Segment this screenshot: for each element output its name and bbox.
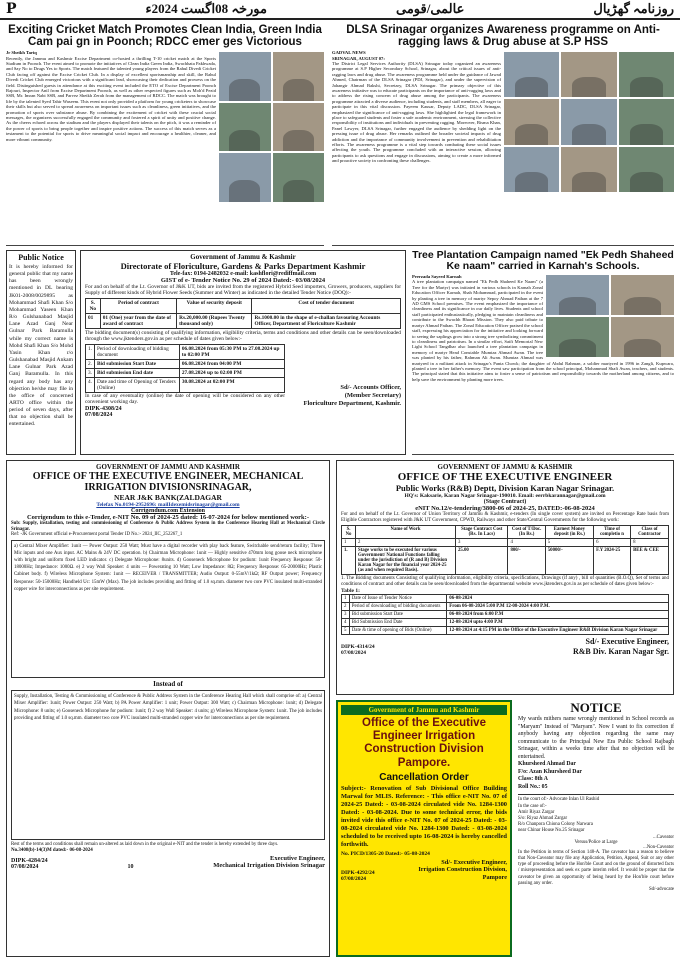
public-notice-title: Public Notice bbox=[18, 253, 64, 262]
flori-contract-table bbox=[85, 298, 401, 329]
pampore-signature: Sd/- Executive Engineer, Irrigation Construction Division, Pampore bbox=[418, 858, 507, 881]
notice-column bbox=[518, 700, 674, 957]
pwd-nit: eNIT No.12/e-tendering/3800-06 of 2024-25, DATED:-06-08-2024 bbox=[415, 505, 595, 512]
cricket-photo bbox=[219, 52, 271, 101]
floriculture-tender bbox=[80, 250, 406, 455]
pampore-no: No. PICD/1305-20 Dated:- 05-08-2024 bbox=[341, 850, 430, 857]
pwd-td: Date of Issue of Tender Notice bbox=[349, 595, 447, 603]
pwd-td: 3 bbox=[456, 539, 508, 547]
pampore-cancellation bbox=[336, 700, 512, 957]
flori-middle: The bidding document(s) consisting of qualifying information, eligibility criteria, terms and conditions and other details can be seen/downloaded through the www.jktenders.gov.in as per schedule of dates given below:- bbox=[85, 329, 401, 343]
pwd-middle: 1. The Bidding documents Consisting of qualifying information, eligibility criteria, specifications, Drawings (if any) , bill of quantities (B.O.Q), Set of terms and conditions of contract and other details can be seen/downloaded from the departmental website www.jktenders.gov.in as per schedule of dates given below:- bbox=[341, 576, 669, 587]
flori-dipk: DIPK-4308/24 07/08/2024 bbox=[85, 405, 122, 418]
flori-closing: In case of any eventuality (online) the date of opening will be considered on any other convenient working day. bbox=[85, 392, 285, 406]
mech-ref: Ref: -JK Government official e-Procurement portal Tender ID No.:- 2024_IIC_252267_1 bbox=[11, 532, 183, 538]
tree-photo bbox=[546, 275, 609, 315]
pwd-th: Name of Work bbox=[356, 526, 456, 539]
table-row bbox=[342, 595, 669, 603]
pwd-td: 06-08-2024 from 6:00 P.M bbox=[447, 611, 669, 619]
dlsa-photo bbox=[561, 99, 616, 144]
flori-contact: Tele-fax: 0194-2482032 e-mail: kashflori@rediffmail.com bbox=[169, 271, 317, 277]
caveat-heading: In the court of:- Advocate Inlan Ul Rashid In the case of:- Amir Riyaz Zargar S/o: Riyaz Ahmad Zargar R/o Chanpora Chiona Colony Narwara near Chinar House No.25 Srinagar bbox=[518, 797, 600, 834]
pwd-td: 2 bbox=[342, 603, 350, 611]
tree-photo bbox=[546, 317, 609, 357]
pwd-contact: HQ's: Kaksarie, Karan Nagar Srinagar-190010. Email: eerrbkarannagar@gmail.com bbox=[404, 493, 606, 499]
cricket-photo bbox=[273, 153, 325, 202]
pwd-td: 2 bbox=[356, 539, 456, 547]
pwd-td: Stage works to be executed for various Government/ National Functions falling under the jurisdiction of (R and B) Division Karan Nagar for the financial year 2024-25 (as and when required Basis). bbox=[356, 547, 456, 575]
pwd-office-heading: OFFICE OF THE EXECUTIVE ENGINEER bbox=[397, 471, 613, 483]
notice-signatory: Khursheed Ahmad Dar F/o: Azan Khursheed Dar Class: 8th A Roll No.: 05 bbox=[518, 761, 582, 790]
tree-photo bbox=[611, 275, 674, 315]
table-row bbox=[342, 627, 669, 635]
flori-td: 4. bbox=[86, 377, 95, 392]
pwd-td: 5 bbox=[342, 627, 350, 635]
pwd-td: 5 bbox=[545, 539, 593, 547]
paper-name-urdu: روزنامہ گھڑیال bbox=[593, 1, 674, 16]
notice-title: NOTICE bbox=[570, 700, 622, 715]
cricket-photo bbox=[219, 103, 271, 152]
pwd-th: Stage Contract Cost (Rs. In Lacs) bbox=[456, 526, 508, 539]
mech-gov-heading: GOVERNMENT OF JAMMU AND KASHMIR bbox=[96, 463, 240, 471]
table-row bbox=[86, 368, 285, 377]
page-number: 10 bbox=[127, 864, 134, 871]
flori-td: Bid submission Start Date bbox=[94, 359, 179, 368]
pwd-td: F.Y 2024-25 bbox=[594, 547, 631, 575]
flori-intro: For and on behalf of the Lt. Governor of J&K UT, bids are invited from the registered Hybrid Seed importers, Growers, producers, suppliers for Supply of different kinds of Hybrid Flower Seeds (Summer and Winter) as indicated in the detailed Tender Notice (DOQ):- bbox=[85, 284, 401, 297]
pwd-td: 4 bbox=[508, 539, 545, 547]
tree-photos bbox=[546, 275, 674, 357]
table-row bbox=[342, 611, 669, 619]
dlsa-photo bbox=[619, 52, 674, 97]
table-row bbox=[86, 344, 285, 359]
pwd-stage: (Stage Contract) bbox=[483, 499, 527, 505]
flori-td: Rs.20,000.00 (Rupees Twenty thousand only) bbox=[177, 313, 252, 328]
table-row bbox=[342, 619, 669, 627]
pwd-gov-heading: GOVERNMENT OF JAMMU & KASHMIR bbox=[437, 463, 573, 471]
cricket-byline: Jr Sheikh Tariq bbox=[6, 50, 37, 56]
pwd-td: 3 bbox=[342, 611, 350, 619]
mech-foot: Rest of the terms and conditions shall remain un-altered as laid down in the original e-NIT and the tender is hereby extended by three days. bbox=[11, 841, 279, 847]
flori-td: 27.08.2024 up to 02:00 PM bbox=[179, 368, 284, 377]
pampore-gov-heading: Government of Jammu and Kashmir bbox=[341, 705, 507, 715]
pwd-td: Bid Submission End Date bbox=[349, 619, 447, 627]
flori-th-security: Value of security deposit bbox=[177, 298, 252, 313]
pwd-dept-heading: Public Works (R&B) Deptt, Division Karan Nagar Srinagar. bbox=[395, 483, 615, 493]
tree-headline: Tree Plantation Campaign named "Ek Pedh Shaheed Ke naam" carried in Karnah's Schools. bbox=[412, 249, 674, 273]
flori-nit: GIST of e- Tender Notice No. 29 of 2024 Dated:- 03/08/2024 bbox=[160, 277, 326, 284]
flori-th-period: Period of contract bbox=[100, 298, 176, 313]
pwd-th: Cost of T/Doc. (In Rs.) bbox=[508, 526, 545, 539]
dlsa-photo bbox=[504, 52, 559, 97]
mech-signature: Executive Engineer, Mechanical Irrigation Division Srinagar bbox=[213, 854, 325, 870]
table-row bbox=[342, 603, 669, 611]
pwd-td: 800/- bbox=[508, 547, 545, 575]
mech-items-2: Supply, Installation, Testing & Commissioning of Conference & Public Address System in the Conference Hearing Hall which shall comprise of: a) Central Mixer Amplifier: 1unit; Power Output: 250 Watt; b) PA Power Amplifier: 1 unit; Power Output: 300 Watt; c) Chairman Microphone: 1unit; d) Delegate Microphone: 8 units; e) Gooseneck Microphone for podium: 1unit; f) 2 way Wall Speaker: 4 units; g) Wireless Microphone System: 1unit. The job includes providing and fitting of 1.0 sq.mm. diameter two core PVC insulated multi-stranded copper wire for interconnections as per site requirement. bbox=[14, 693, 322, 722]
pwd-td: 6 bbox=[594, 539, 631, 547]
pwd-td: 1. bbox=[342, 547, 356, 575]
cricket-headline: Exciting Cricket Match Promotes Clean India, Green India Cam pai gn in Poonch; RDCC emer ges Victorious bbox=[8, 24, 322, 49]
pwd-td: Date & time of opening of Bids (Online) bbox=[349, 627, 447, 635]
table-row bbox=[86, 359, 285, 368]
pwd-work-table bbox=[341, 525, 669, 575]
caveat-caveator: ...Caveator bbox=[653, 834, 674, 840]
pwd-td: From 06-08-2024 5:00 P.M 12-08-2024 4:00 P.M. bbox=[447, 603, 669, 611]
flori-td: 30.08.2024 at 02:00 PM bbox=[179, 377, 284, 392]
flori-dept-heading: Directorate of Floriculture, Gardens & Parks Department Kashmir bbox=[120, 261, 366, 271]
dlsa-photo bbox=[504, 99, 559, 144]
flori-th-sno: S. No bbox=[86, 298, 101, 313]
pwd-td: 1 bbox=[342, 539, 356, 547]
caveat-versus: Versus/Police at Large bbox=[574, 839, 618, 845]
dlsa-photo bbox=[561, 147, 616, 192]
flori-td: 01 (One) year from the date of award of contract bbox=[100, 313, 176, 328]
tree-byline: Peerzada Sayeed Karnah bbox=[412, 274, 462, 280]
mech-spec-box bbox=[11, 540, 325, 678]
dlsa-photo bbox=[561, 52, 616, 97]
mech-dipk: DIPK-4284/24 07/08/2024 bbox=[11, 858, 48, 871]
pwd-td: BEE & CEE bbox=[631, 547, 669, 575]
dlsa-body: The District Legal Services Authority (DLSA) Srinagar today organized an awareness programme at S.P Higher Secondary School, Srinagar, about the critical issues of anti-ragging laws and drug abuse. The awareness programme held under the guidance of Jawad Ahmed, Chairman of the DLSA Srinagar (PDJ, Srinagar), and under the supervision of Jahangir Ahmad Bakshi, Secretary, DLSA Srinagar. The primary objective of this awareness initiative was to educate participants on the importance of anti-ragging laws and to address the rising concern of drug abuse among the participants. The awareness programme attracted a diverse audience, including students, and staff members, all eager to participate in this vital discussion. Fayeem Kausar, Deputy LADC, DLSA Srinagar, emphasized the significance of anti-ragging laws. She highlighted the legal framework in place to safeguard students and foster a safe academic environment, stressing the collective responsibility of institutions and individuals in preventing ragging. Moreover, Bisma Khan, Panel Lawyer, DLSA Srinagar, further engaged the audience by shedding light on the pressing issue of drug abuse. Her remarks outlined the broader societal impacts of drug addiction and the importance of community involvement in prevention and rehabilitation efforts. The awareness programme is a vital step towards combating these social issues affecting the youth. The programme concluded with an interactive session, allowing participants to ask questions and engage in discussions, aiming to create a more informed and proactive society in confronting these challenges. bbox=[332, 60, 501, 164]
mech-no: No.3408(b)-14(3)M dated:- 06-08-2024 bbox=[11, 847, 93, 853]
flori-td: 2. bbox=[86, 359, 95, 368]
notice-body: My wards mithers name wrongly mentioned in School records as "Maryam" Instead of "Maryam". Now I want to fix correction if anybody having any objection regarding the same may communicate to the Principal New Era Public School Rajbagh Srinagar, within a weeks time after that no objection will be entertained. bbox=[518, 716, 674, 760]
caveat-signature: Sd/-advocate bbox=[648, 887, 674, 893]
cricket-photo bbox=[273, 103, 325, 152]
mech-instead: Instead of bbox=[153, 679, 183, 688]
pwd-th: Earnest Money deposit (in Rs.) bbox=[545, 526, 593, 539]
dlsa-headline: DLSA Srinagar organizes Awareness programme on Anti-ragging laws & Drug abuse at S.P HSS bbox=[346, 24, 660, 49]
flori-td: 06.08.2024 from 05:30 PM to 27.08.2024 up to 02:00 PM bbox=[179, 344, 284, 359]
pampore-body: Subject:- Renovation of Sub Divisional Office Building Marwal for MLIS. Reference: - This office e-NIT No. 07 of 2024-25 Dated: - 03-08-2024 circulated vide No. 1284-1300 Dated: - 03-08-2024. Due to some technical error, the bids invited vide this office e-NIT No. 07 of 2024-25 Dated: - 03-08-2024 circulated vide No. 1284-1300 Dated: - 03-08-2024 scheduled to be received upto 16-08-2024 is hereby cancelled forthwith. bbox=[341, 784, 507, 848]
pwd-td: 4 bbox=[342, 619, 350, 627]
cricket-photo bbox=[219, 153, 271, 202]
pwd-td: 12-08-2024 at 4:15 PM in the Office of the Executive Engineer R&B Division Karan Nagar Srinagar bbox=[447, 627, 669, 635]
table-row bbox=[86, 377, 285, 392]
masthead bbox=[0, 0, 680, 20]
table-row bbox=[342, 539, 669, 547]
flori-gov-heading: Government of Jammu & Kashmir bbox=[190, 253, 296, 261]
table-row bbox=[342, 547, 669, 575]
flori-th-cost: Cost of tender document bbox=[252, 298, 401, 313]
dlsa-photos bbox=[504, 52, 674, 192]
tree-photo bbox=[611, 317, 674, 357]
mech-items: a) Central Mixer Amplifier: 1unit — Power Output: 250 Watt; Must have a digital recorder with play back feature, Switchable send/return facility; Three Mic inputs and one Aux input. AC Mains & 24V DC operation. b) Chairman Microphone: 1unit — Highly sensitive 470mm long goose neck microphone with bright and uniform fixed LED indicator. c) Delegate Microphone: 8units. d) Gooseneck Microphone for podium: 1unit Frequency Response: 50-18000Hz; Impedance: 1000Ω. e) 2 way Wall Speaker: 4 units — Powerating 10 Watt; Low Impedance: 8Ω; Frequency Response: 65-20000Hz; Plastic Cabinet body. f) Wireless Microphone System: 1unit — RECEIVER / TRANSMITTER; Audio Output: 0-55mV/1kΩ; RF Output power; Frequency Response: 50-15000Hz; Handheld Uc: 15mW (Max). The job includes providing and fitting of 1.0 sq.mm. diameter two core PVC insulated multi-stranded copper wire for interconnections as per site requirement. bbox=[14, 543, 322, 592]
tree-article bbox=[412, 250, 674, 455]
pwd-th: Class of Contractor bbox=[631, 526, 669, 539]
tree-body: A tree plantation campaign named "Ek Pedh Shaheed Ke Naam" (a Tree for the Martyr) was initiated in various schools in Karnah Zonal Education Officer Karnah, Shah Mohammad, participated in the event by planting a tree in memory of martyr Sepoy Ahmad Pathan at the 7 AD GMS School premises. The event emphasized the importance of cleanliness and its significance in our daily lives. Students and school staff participated enthusiastically, pledging to maintain cleanliness and contribute to the Swachh Bharat Mission. They also paid tribute to martyr Ahmad Pathan. The Zonal Education Officer praised the school staff, expressing his appreciation for the initiative and looking forward to seeing the saplings grow into a strong tree symbolizing commitment to cleanliness and patriotism. In a similar effort, Saifi Memorial New Light School Tangdhar also launched a tree plantation campaign in memory of martyr Head Constable Mumtaz Ahmad Awan. The tree was planted by his father, Rahman Ali Awan. Mumtaz Ahmad was martyred in a militant attack in Srinagar's Panta Chowk; the daughter of Abdul Rahman, a soldier martyred in 1996 in Zangli, Kupwara, planted a tree in her father's memory. The event saw participation from the school principal, Mohammad Shafi Awan, teachers, and students. The principal stated that this initiative aims to foster a sense of patriotism and responsibility towards the motherland among citizens, and to help save the environment by planting more trees. bbox=[412, 279, 674, 382]
pwd-dates-table bbox=[341, 594, 669, 635]
pwd-td: Period of downloading of bidding documents bbox=[349, 603, 447, 611]
mech-corr-line: Corrigendum to this e-Tender, e-NIT No. 09 of 2024-25 dated: 16-07-2024 for below mentioned work:- bbox=[26, 514, 309, 521]
public-notice-body: It is hereby informed for general public that my name has been wrongly mentioned in DL bearing JK01-2008/0029895 as Mohammad Shafi Khan S/o Mohammad Yaseen Khan R/o Gulshanabad Masjid Lane Azad Ganj Near Gulnar Park Baramulla while my correct name is Mohd Shafi Khan S/o Mohd Yasin Khan r/o Gulshanabad Masjid Ankam Lane Gulnar Park Azad Ganj Baramulla. In this regard any body has any objection he/she may file in the office of concerned ARTO office within the period of seven days, after that no objection shall be entertained. bbox=[9, 264, 73, 428]
mech-spec-box-2 bbox=[11, 690, 325, 840]
mech-contact: Telefax No.0194-2952696: mailIdexemidsrinagar@gmail.com bbox=[96, 502, 240, 508]
dlsa-photo bbox=[619, 147, 674, 192]
pwd-td: 12-08-2024 upto 4:00 P.M bbox=[447, 619, 669, 627]
public-notice bbox=[6, 250, 76, 455]
mech-web: Corrigendum.com Extension bbox=[131, 508, 205, 514]
pwd-dipk: DIPK-4314/24 07/08/2024 bbox=[341, 644, 375, 657]
caveat-body: In the Petition in terms of Section 148-A. The caveator has a reason to believe that Non-Caveator may file any Application, Petition, Appeal, Suit or any other type of proceeding before the Hon'ble Court and on the ground of distorted facts / misrepresentation and seek ex parte interim relief. It would be proper that the caveator be given an opportunity of being heard by the Hon'ble court before passing any order. bbox=[518, 849, 674, 886]
table-row bbox=[86, 313, 401, 328]
pwd-th: S. No bbox=[342, 526, 356, 539]
pwd-tender bbox=[336, 460, 674, 695]
cricket-article bbox=[6, 24, 324, 246]
dlsa-article bbox=[332, 24, 674, 246]
mech-office-heading: OFFICE OF THE EXECUTIVE ENGINEER, MECHANICAL IRRIGATION DIVISIONSRINAGAR, bbox=[32, 471, 304, 493]
pwd-td: 8 bbox=[631, 539, 669, 547]
pwd-td: 50000/- bbox=[545, 547, 593, 575]
flori-td: 06.08.2024 from 04:00 PM bbox=[179, 359, 284, 368]
flori-td: Date and time of Opening of Tenders (Online) bbox=[94, 377, 179, 392]
flori-td: 01 bbox=[86, 313, 101, 328]
caveat-non-caveator: ...Non-Caveator bbox=[643, 844, 674, 850]
flori-signature: Sd/- Accounts Officer, (Member Secretary) Floriculture Department, Kashmir. bbox=[303, 383, 401, 407]
flori-dates-table bbox=[85, 344, 285, 393]
flori-td: Bid submission End date bbox=[94, 368, 179, 377]
pwd-th: Time of completio n bbox=[594, 526, 631, 539]
newspaper-logo: P bbox=[6, 1, 17, 17]
pwd-td: Bid submission Start Date bbox=[349, 611, 447, 619]
cricket-photos bbox=[219, 52, 324, 202]
cricket-photo bbox=[273, 52, 325, 101]
pwd-signature: Sd/- Executive Engineer, R&B Div. Karan Nagar Sgr. bbox=[572, 637, 669, 656]
dlsa-dateline: GADVAL NEWS SRINAGAR, AUGUST 07: bbox=[332, 50, 385, 61]
pampore-order-title: Cancellation Order bbox=[379, 771, 469, 783]
section-urdu: عالمی/قومی bbox=[395, 1, 465, 16]
mech-address: NEAR J&K BANK(ZALDAGAR bbox=[114, 493, 222, 502]
date-urdu: مورخہ 08اگست 2024ء bbox=[145, 1, 267, 16]
dlsa-photo bbox=[619, 99, 674, 144]
pwd-td: 1 bbox=[342, 595, 350, 603]
flori-td: 3. bbox=[86, 368, 95, 377]
mech-corrigendum bbox=[6, 460, 330, 957]
mech-subject: Sub: Supply, installation, testing and commissioning of Conference & Public Address System in the Conference Hearing Hall at Mechanical Circle Srinagar. bbox=[11, 521, 325, 532]
cricket-body: Recently, the Jammu and Kashmir Excise Department co-hosted a thrilling T-10 cricket match at the Sports Stadium in Poonch. The event aimed to promote the initiatives of Clean India Green India, Swachhata Pakhwada, and Say No to Drugs Yes to Sports. The match featured the talented young players from the Rahul Divedi Cricket Club facing off against the Excise Cricket Club. In a display of excellent sportsmanship and skill, the Rahul Divedi Cricket Club emerged victorious with a significant lead, showcasing their dedication and prowess on the field. Distinguished guests in attendance at this exciting event included the ETO of Excise Department Poonch Rajouri, Inspector Anil from Excise Department Poonch, as well as other respected figures such as Moh'd Pezid SSB, Mr. Imran Nabi SSB, and Parvez Sheikh Zerah from the management of RDCC. The match was brought to life by the talented Syed Tahir Waseem. This event not only provided a platform for young cricketers to showcase their skills but also served to spread awareness on important issues such as cleanliness, green initiatives, and the promotion of sports over substance abuse. By combining the excitement of cricket with these crucial social messages, the organizers successfully engaged the community and fostered a spirit of unity and positive change. As the cheers echoed across the stadium and the players displayed their talents on the pitch, it was a reminder of the power of sports to bring people together and inspire positive actions. The success of this match serves as a testament to the potential for sports to drive meaningful social impact and encourage a healthier, cleaner, and more vibrant community. bbox=[6, 55, 216, 142]
flori-td: Period of downloading of bidding document bbox=[94, 344, 179, 359]
pampore-dipk: DIPK-4292/24 07/08/2024 bbox=[341, 869, 375, 882]
flori-td: 1. bbox=[86, 344, 95, 359]
pwd-table-label: Table 1: bbox=[341, 588, 360, 594]
dlsa-photo bbox=[504, 147, 559, 192]
flori-td: Rs.1000.00 in the shape of e-challan favouring Accounts Officer, Department of Floriculture Kashmir bbox=[252, 313, 401, 328]
pwd-td: 25.00 bbox=[456, 547, 508, 575]
pwd-intro: For and on behalf of the Lt. Governor of Union Territory of Jammu & Kashmir, e-tenders (In single cover system) are invited on Percentage Rate basis from Eligible Contractors registered with J&K UT Government, CPWD, Railways and other State/Central Governments for the following work: bbox=[341, 512, 669, 523]
pampore-office-heading: Office of the Executive Engineer Irrigation Construction Division Pampore. bbox=[362, 717, 486, 769]
pwd-td: 06-08-2024 bbox=[447, 595, 669, 603]
